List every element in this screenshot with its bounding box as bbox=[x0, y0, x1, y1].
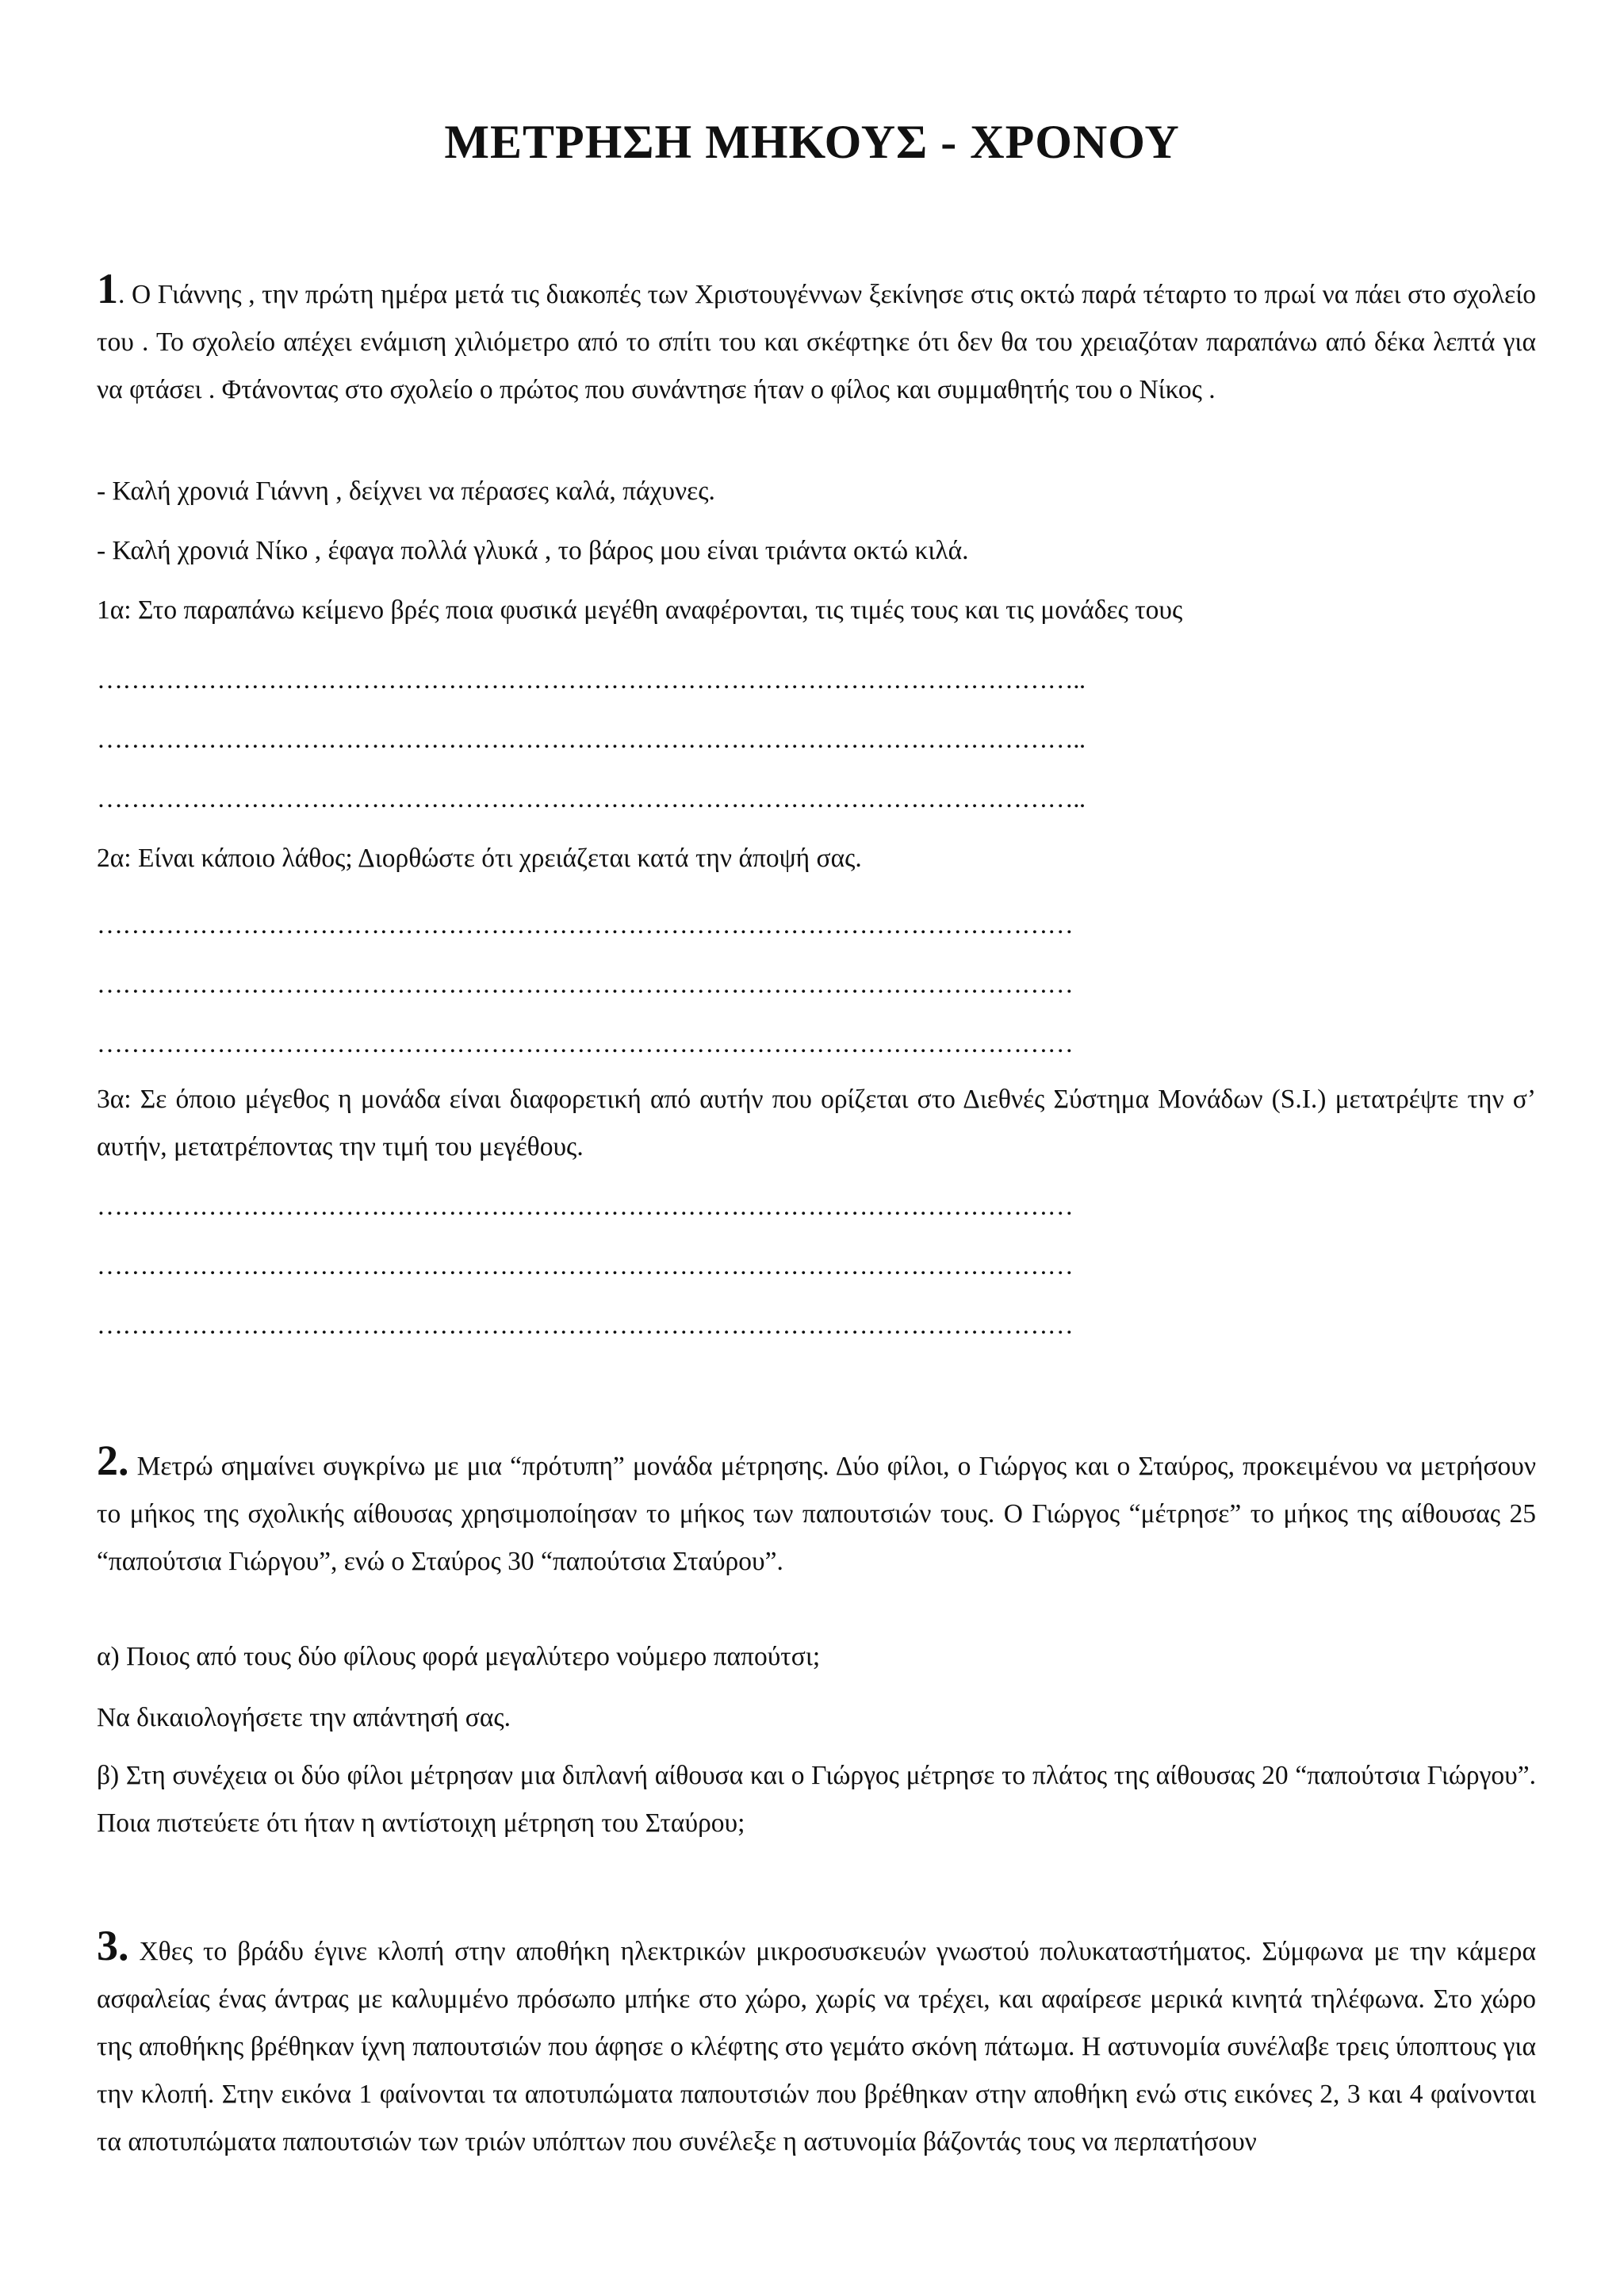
subquestion-1a: 1α: Στο παραπάνω κείμενο βρές ποια φυσικά μεγέθη αναφέρονται, τις τιμές τους και τις μονάδες τους bbox=[97, 595, 1183, 625]
question-2-text: Μετρώ σημαίνει συγκρίνω με μια “πρότυπη” μονάδα μέτρησης. Δύο φίλοι, ο Γιώργος και ο Σταύρος, προκειμένου να μετρήσουν το μήκος της σχολικής αίθουσας χρησιμοποίησαν το μήκος των παπουτσιών τους. Ο Γιώργος “μέτρησε” το μήκος της αίθουσας 25 “παπούτσια Γιώργου”, ενώ ο Σταύρος 30 “παπούτσια Σταύρου”. bbox=[97, 1452, 1536, 1576]
question-2-number: 2. bbox=[97, 1437, 129, 1484]
answer-line[interactable]: …………………………………………………………………………………………………… bbox=[97, 970, 1074, 999]
answer-line[interactable]: …………………………………………………………………………………………………….. bbox=[97, 785, 1086, 813]
answer-line[interactable]: …………………………………………………………………………………………………….. bbox=[97, 725, 1086, 754]
question-3-text: Χθες το βράδυ έγινε κλοπή στην αποθήκη ηλεκτρικών μικροσυσκευών γνωστού πολυκαταστήματος. Σύμφωνα με την κάμερα ασφαλείας ένας άντρας με καλυμμένο πρόσωπο μπήκε στο χώρο, χωρίς να τρέχει, και αφαίρεσε μερικά κινητά τηλέφωνα. Στο χώρο της αποθήκης βρέθηκαν ίχνη παπουτσιών που άφησε ο κλέφτης στο γεμάτο σκόνη πάτωμα. Η αστυνομία συνέλαβε τρεις ύποπτους για την κλοπή. Στην εικόνα 1 φαίνονται τα αποτυπώματα παπουτσιών που βρέθηκαν στην αποθήκη ενώ στις εικόνες 2, 3 και 4 φαίνονται τα αποτυπώματα παπουτσιών των τριών υπόπτων που συνέλεξε η αστυνομία βάζοντάς τους να περπατήσουν bbox=[97, 1937, 1536, 2156]
subquestion-2-b: β) Στη συνέχεια οι δύο φίλοι μέτρησαν μια διπλανή αίθουσα και ο Γιώργος μέτρησε το πλάτος της αίθουσας 20 “παπούτσια Γιώργου”. Ποια πιστεύετε ότι ήταν η αντίστοιχη μέτρηση του Σταύρου; bbox=[97, 1761, 1536, 1838]
question-2 bbox=[97, 1437, 1536, 1586]
subquestion-3a: 3α: Σε όποιο μέγεθος η μονάδα είναι διαφορετική από αυτήν που ορίζεται στο Διεθνές Σύστημα Μονάδων (S.I.) μετατρέψτε την σ’ αυτήν, μετατρέποντας την τιμή του μεγέθους. bbox=[97, 1085, 1536, 1161]
page-title: ΜΕΤΡΗΣΗ ΜΗΚΟΥΣ - ΧΡΟΝΟΥ bbox=[444, 116, 1180, 168]
answer-line[interactable]: …………………………………………………………………………………………………… bbox=[97, 1252, 1074, 1280]
answer-line[interactable]: …………………………………………………………………………………………………… bbox=[97, 911, 1074, 939]
subquestion-2a: 2α: Είναι κάποιο λάθος; Διορθώστε ότι χρειάζεται κατά την άποψή σας. bbox=[97, 844, 862, 873]
subquestion-2-a-justify: Να δικαιολογήσετε την απάντησή σας. bbox=[97, 1703, 511, 1732]
answer-line[interactable]: …………………………………………………………………………………………………….. bbox=[97, 666, 1086, 695]
question-3 bbox=[97, 1922, 1536, 2166]
question-1 bbox=[97, 265, 1536, 414]
answer-line[interactable]: …………………………………………………………………………………………………… bbox=[97, 1030, 1074, 1058]
question-3-number: 3. bbox=[97, 1922, 129, 1969]
question-1-number: 1 bbox=[97, 265, 118, 312]
dialogue-line-2: - Καλή χρονιά Νίκο , έφαγα πολλά γλυκά , το βάρος μου είναι τριάντα οκτώ κιλά. bbox=[97, 536, 969, 565]
answer-line[interactable]: …………………………………………………………………………………………………… bbox=[97, 1311, 1074, 1340]
dialogue-line-1: - Καλή χρονιά Γιάννη , δείχνει να πέρασες καλά, πάχυνες. bbox=[97, 476, 715, 506]
answer-line[interactable]: …………………………………………………………………………………………………… bbox=[97, 1192, 1074, 1221]
subquestion-2-a: α) Ποιος από τους δύο φίλους φορά μεγαλύτερο νούμερο παπούτσι; bbox=[97, 1642, 821, 1671]
question-1-text: . Ο Γιάννης , την πρώτη ημέρα μετά τις διακοπές των Χριστουγέννων ξεκίνησε στις οκτώ παρά τέταρτο το πρωί να πάει στο σχολείο του . Το σχολείο απέχει ενάμιση χιλιόμετρο από το σπίτι του και σκέφτηκε ότι δεν θα του χρειαζόταν παραπάνω από δέκα λεπτά για να φτάσει . Φτάνοντας στο σχολείο ο πρώτος που συνάντησε ήταν ο φίλος και συμμαθητής του ο Νίκος . bbox=[97, 280, 1536, 404]
